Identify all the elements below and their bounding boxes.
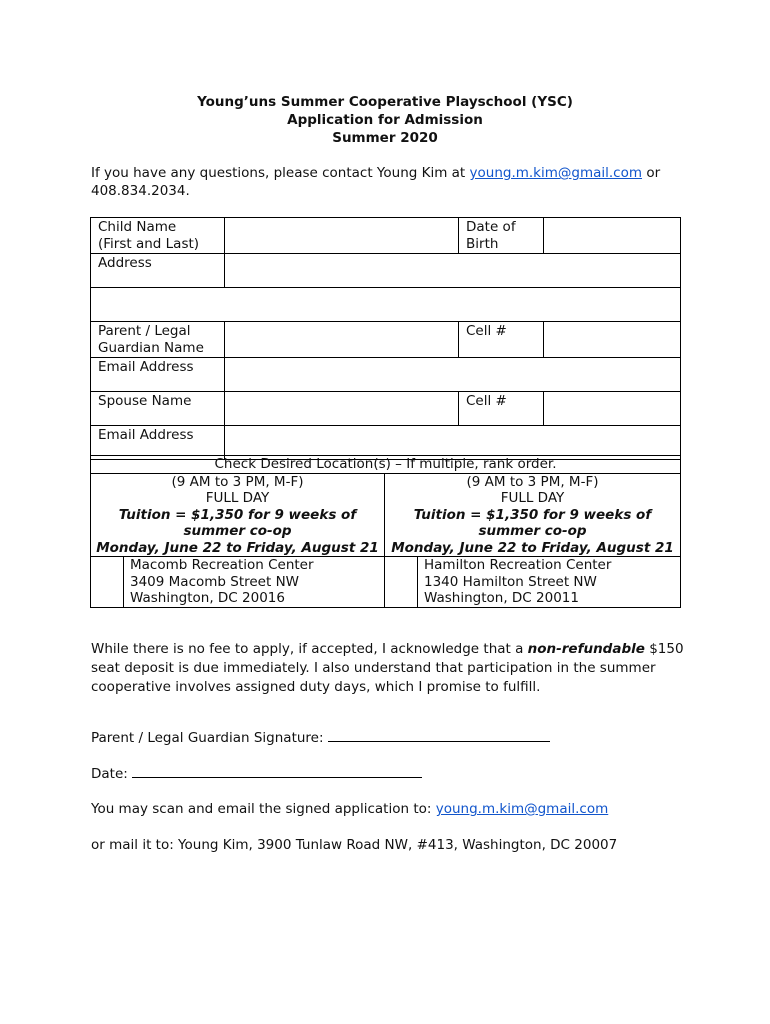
date-field[interactable] — [132, 765, 422, 778]
date-label: Date: — [91, 766, 128, 782]
dob-label: Date of Birth — [459, 218, 544, 254]
location-2-checkbox[interactable] — [385, 557, 418, 608]
address-row — [91, 254, 681, 288]
option-2-tuition: Tuition = $1,350 for 9 weeks of summer co-op — [413, 506, 652, 539]
location-table — [90, 455, 681, 608]
dob-field[interactable] — [544, 218, 681, 254]
option-2-day: FULL DAY — [500, 490, 565, 506]
document-header — [0, 93, 770, 147]
spouse-name-field[interactable] — [225, 392, 459, 426]
parent-cell-label: Cell # — [459, 322, 544, 358]
signature-field[interactable] — [328, 729, 550, 742]
parent-row — [91, 322, 681, 358]
parent-name-label: Parent / Legal Guardian Name — [91, 322, 225, 358]
option-1-dates: Monday, June 22 to Friday, August 21 — [96, 539, 379, 556]
contact-email-link[interactable]: young.m.kim@gmail.com — [469, 165, 643, 181]
location-1-street: 3409 Macomb Street NW — [130, 573, 300, 590]
option-2-dates: Monday, June 22 to Friday, August 21 — [391, 539, 674, 556]
spouse-row — [91, 392, 681, 426]
program-title: Young’uns Summer Cooperative Playschool (YSC) — [197, 94, 573, 110]
option-1-hours: (9 AM to 3 PM, M-F) — [171, 473, 304, 490]
applicant-info-table — [90, 217, 681, 460]
child-name-row — [91, 218, 681, 254]
option-1-day: FULL DAY — [205, 490, 270, 506]
location-1-name: Macomb Recreation Center — [130, 557, 314, 573]
parent-email-label: Email Address — [91, 358, 225, 392]
location-heading-row — [91, 456, 681, 474]
address-continuation-row — [91, 288, 681, 322]
address-field[interactable] — [225, 254, 681, 288]
form-title: Application for Admission — [287, 112, 483, 128]
intro-text-after: or 408.834.2034. — [91, 165, 661, 199]
spouse-email-label: Email Address — [91, 426, 225, 460]
spouse-cell-field[interactable] — [544, 392, 681, 426]
option-1-tuition: Tuition = $1,350 for 9 weeks of summer co-op — [118, 506, 357, 539]
parent-name-field[interactable] — [225, 322, 459, 358]
child-name-label: Child Name (First and Last) — [91, 218, 225, 254]
location-option-1-details — [91, 473, 385, 557]
address-label: Address — [91, 254, 225, 288]
location-2-address — [418, 557, 681, 608]
spouse-cell-label: Cell # — [459, 392, 544, 426]
location-1-address — [124, 557, 385, 608]
date-line — [91, 765, 691, 784]
mail-instructions: or mail it to: Young Kim, 3900 Tunlaw Road NW, #413, Washington, DC 20007 — [91, 837, 618, 853]
intro-text: If you have any questions, please contact Young Kim at — [91, 165, 470, 181]
scan-instructions: You may scan and email the signed application to: young.m.kim@gmail.com — [91, 801, 609, 817]
location-heading: Check Desired Location(s) – If multiple, rank order. — [91, 456, 681, 474]
option-2-hours: (9 AM to 3 PM, M-F) — [466, 473, 599, 490]
parent-email-row — [91, 358, 681, 392]
spouse-name-label: Spouse Name — [91, 392, 225, 426]
location-option-2-details — [385, 473, 681, 557]
location-details-row — [91, 473, 681, 557]
location-address-row — [91, 557, 681, 608]
location-1-checkbox[interactable] — [91, 557, 124, 608]
child-name-field[interactable] — [225, 218, 459, 254]
contact-intro — [91, 164, 691, 200]
parent-email-field[interactable] — [225, 358, 681, 392]
location-1-city: Washington, DC 20016 — [130, 590, 285, 606]
address-field-line2[interactable] — [91, 288, 681, 322]
session-title: Summer 2020 — [332, 130, 438, 146]
location-2-name: Hamilton Recreation Center — [424, 557, 612, 573]
signature-line — [91, 729, 691, 748]
location-2-street: 1340 Hamilton Street NW — [424, 573, 597, 590]
signature-label: Parent / Legal Guardian Signature: — [91, 730, 324, 746]
non-refundable-emphasis: non-refundable — [527, 641, 645, 657]
agreement-paragraph: While there is no fee to apply, if accepted, I acknowledge that a non-refundable $150 seat deposit is due immediately. I also understand that participation in the summer cooperative involves assigned duty days, which I promise to fulfill. — [91, 641, 684, 695]
location-2-city: Washington, DC 20011 — [424, 590, 579, 606]
parent-cell-field[interactable] — [544, 322, 681, 358]
submission-email-link[interactable]: young.m.kim@gmail.com — [435, 801, 609, 817]
